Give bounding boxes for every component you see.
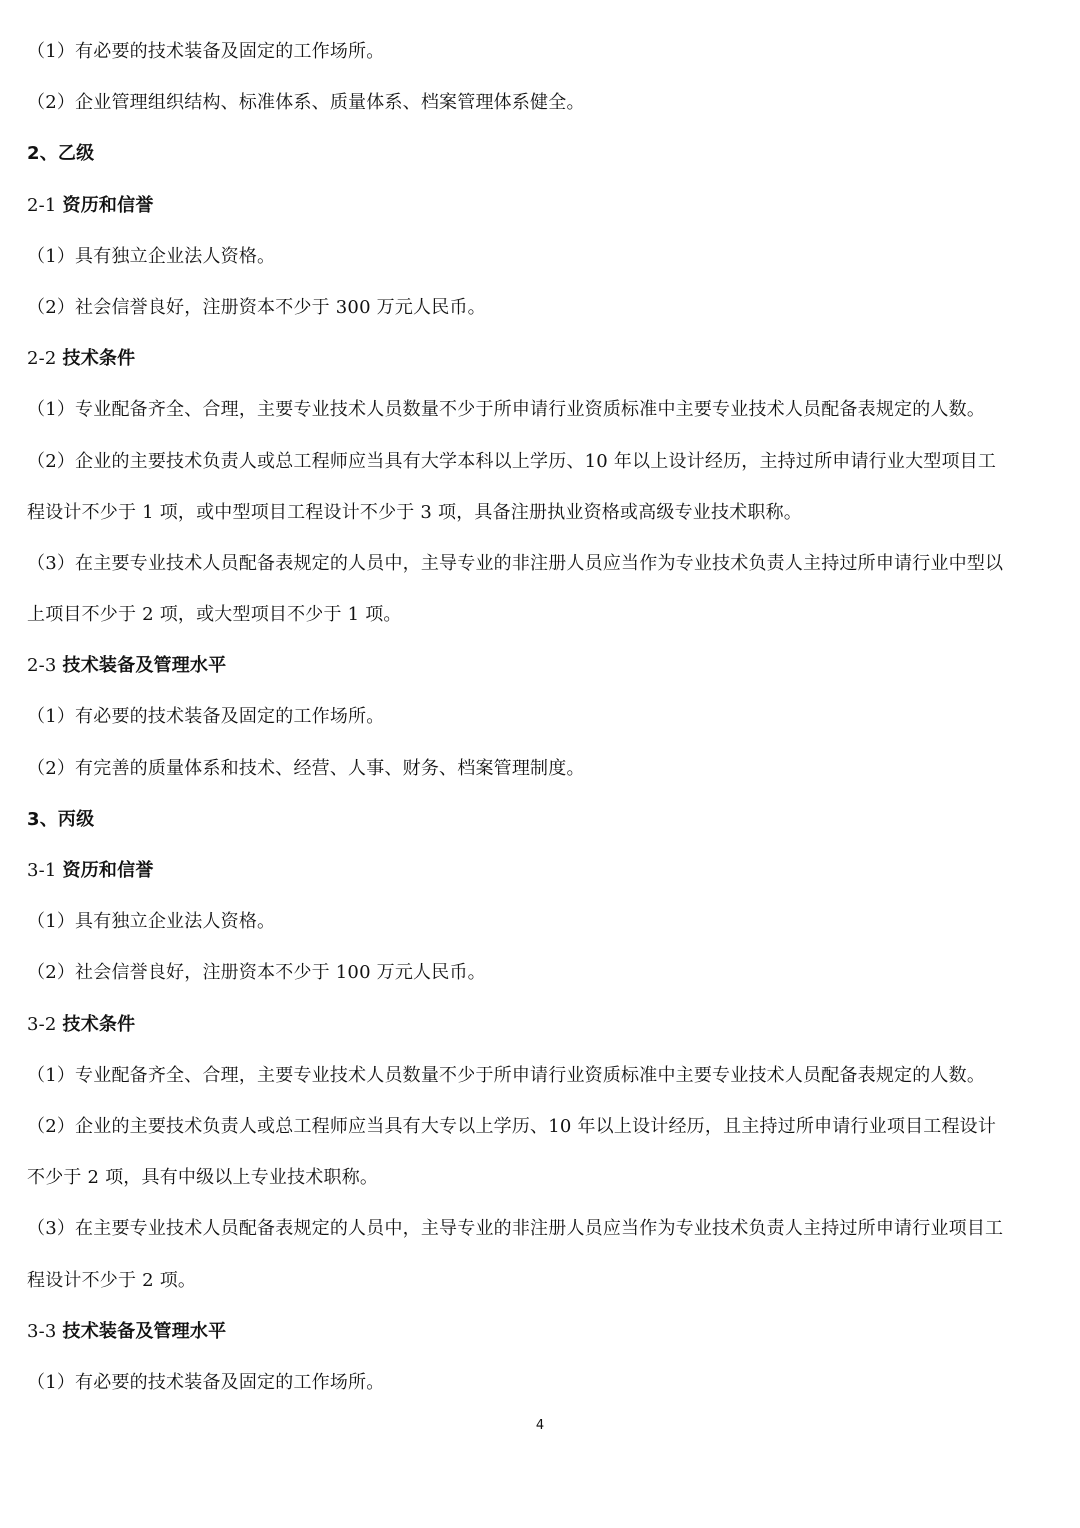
list-item: （1）具有独立企业法人资格。 (27, 911, 276, 933)
subsection-heading (27, 1007, 1053, 1058)
subsection-number: 2-2 (27, 348, 57, 370)
subsection-title: 技术条件 (62, 1013, 136, 1035)
list-item: （3）在主要专业技术人员配备表规定的人员中，主导专业的非注册人员应当作为专业技术负责人主持过所申请行业中型以 (27, 552, 1004, 574)
list-item: （2）企业的主要技术负责人或总工程师应当具有大学本科以上学历、10 年以上设计经历，主持过所申请行业大型项目工 (27, 450, 997, 472)
list-item: （1）专业配备齐全、合理，主要专业技术人员数量不少于所申请行业资质标准中主要专业技术人员配备表规定的人数。 (27, 1064, 986, 1086)
subsection-title: 技术条件 (62, 348, 136, 370)
subsection-number: 3-3 (27, 1320, 57, 1342)
document-body (27, 34, 1053, 1416)
subsection-heading (27, 1314, 1053, 1365)
section-heading-grade-c: 3、丙级 (27, 808, 95, 830)
list-item-continuation: 上项目不少于 2 项，或大型项目不少于 1 项。 (27, 604, 402, 626)
subsection-heading (27, 188, 1053, 239)
list-item-continuation: 程设计不少于 2 项。 (27, 1269, 197, 1291)
subsection-number: 3-2 (27, 1013, 57, 1035)
subsection-heading (27, 648, 1053, 699)
list-item: （1）有必要的技术装备及固定的工作场所。 (27, 1371, 385, 1393)
subsection-heading (27, 341, 1053, 392)
page-number: 4 (535, 1418, 545, 1433)
subsection-number: 2-1 (27, 194, 57, 216)
list-item-continuation: 不少于 2 项，具有中级以上专业技术职称。 (27, 1167, 379, 1189)
subsection-number: 2-3 (27, 655, 57, 677)
list-item: （3）在主要专业技术人员配备表规定的人员中，主导专业的非注册人员应当作为专业技术负责人主持过所申请行业项目工 (27, 1218, 1004, 1240)
subsection-title: 技术装备及管理水平 (62, 655, 227, 677)
list-item: （2）社会信誉良好，注册资本不少于 100 万元人民币。 (27, 962, 486, 984)
list-item: （1）有必要的技术装备及固定的工作场所。 (27, 706, 385, 728)
list-item-continuation: 程设计不少于 1 项，或中型项目工程设计不少于 3 项，具备注册执业资格或高级专业技术职称。 (27, 501, 802, 523)
list-item: （1）具有独立企业法人资格。 (27, 245, 276, 267)
list-item: （2）企业的主要技术负责人或总工程师应当具有大专以上学历、10 年以上设计经历，且主持过所申请行业项目工程设计 (27, 1115, 997, 1137)
section-heading-grade-b: 2、乙级 (27, 143, 95, 165)
subsection-number: 3-1 (27, 860, 57, 881)
subsection-title: 资历和信誉 (62, 860, 154, 881)
list-item: （2）有完善的质量体系和技术、经营、人事、财务、档案管理制度。 (27, 757, 585, 779)
list-item: （2）社会信誉良好，注册资本不少于 300 万元人民币。 (27, 296, 486, 318)
subsection-heading (27, 853, 1053, 904)
subsection-title: 技术装备及管理水平 (62, 1320, 227, 1342)
list-item: （1）专业配备齐全、合理，主要专业技术人员数量不少于所申请行业资质标准中主要专业技术人员配备表规定的人数。 (27, 399, 986, 421)
list-item: （1）有必要的技术装备及固定的工作场所。 (27, 41, 385, 62)
subsection-title: 资历和信誉 (62, 194, 154, 216)
list-item: （2）企业管理组织结构、标准体系、质量体系、档案管理体系健全。 (27, 92, 585, 114)
